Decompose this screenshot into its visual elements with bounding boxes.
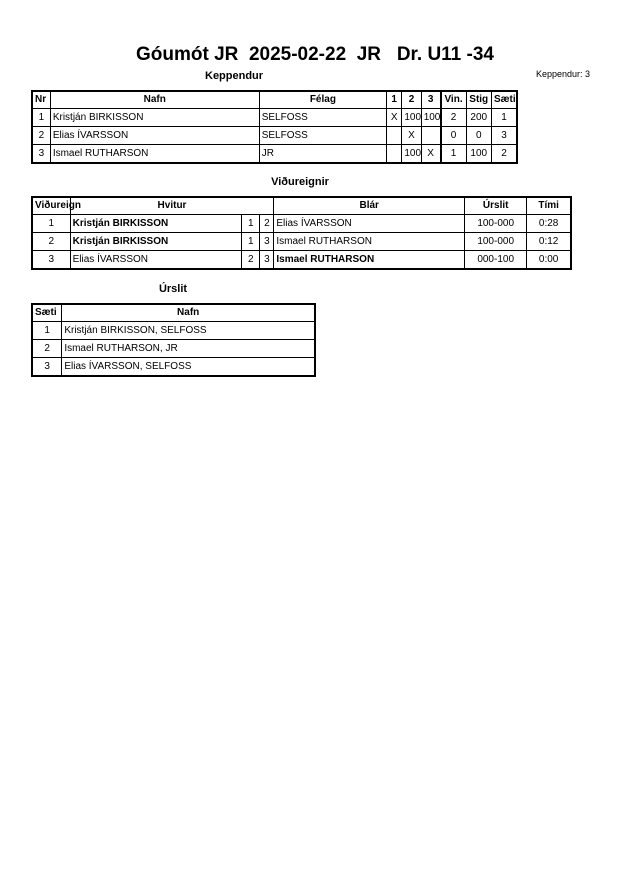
cell-blue-index: 2 xyxy=(260,215,274,233)
competitors-heading: Keppendur xyxy=(205,70,264,82)
cell-white-player: Kristján BIRKISSON xyxy=(70,215,242,233)
table-row xyxy=(32,233,571,251)
cell-result: 100-000 xyxy=(465,233,527,251)
results-heading: Úrslit xyxy=(158,283,188,295)
results-table xyxy=(31,303,316,377)
competitor-count: Keppendur: 3 xyxy=(536,69,591,79)
header-round-2: 2 xyxy=(402,91,421,109)
header-name: Nafn xyxy=(62,304,315,322)
header-nr: Nr xyxy=(32,91,50,109)
cell-nr: 1 xyxy=(32,109,50,127)
cell-name: Ismael RUTHARSON xyxy=(50,145,259,164)
header-match: Viðureign xyxy=(32,197,70,215)
cell-name: Ismael RUTHARSON, JR xyxy=(62,340,315,358)
cell-wins: 1 xyxy=(441,145,466,164)
cell-round-1: X xyxy=(387,109,402,127)
table-row xyxy=(32,109,517,127)
header-time: Tími xyxy=(527,197,571,215)
table-row xyxy=(32,127,517,145)
cell-match-no: 2 xyxy=(32,233,70,251)
cell-white-player: Kristján BIRKISSON xyxy=(70,233,242,251)
cell-white-player: Elias ÍVARSSON xyxy=(70,251,242,270)
header-name: Nafn xyxy=(50,91,259,109)
cell-name: Elias ÍVARSSON xyxy=(50,127,259,145)
header-wins: Vin. xyxy=(441,91,466,109)
cell-match-no: 3 xyxy=(32,251,70,270)
cell-round-3: X xyxy=(421,145,440,164)
header-place: Sæti xyxy=(491,91,517,109)
header-club: Félag xyxy=(259,91,386,109)
cell-name: Kristján BIRKISSON, SELFOSS xyxy=(62,322,315,340)
cell-round-3 xyxy=(421,127,440,145)
cell-name: Elias ÍVARSSON, SELFOSS xyxy=(62,358,315,377)
cell-points: 100 xyxy=(466,145,491,164)
cell-nr: 2 xyxy=(32,127,50,145)
cell-white-index: 1 xyxy=(242,233,260,251)
cell-white-index: 2 xyxy=(242,251,260,270)
cell-place: 3 xyxy=(491,127,517,145)
cell-time: 0:28 xyxy=(527,215,571,233)
header-result: Úrslit xyxy=(465,197,527,215)
cell-place: 1 xyxy=(491,109,517,127)
cell-name: Kristján BIRKISSON xyxy=(50,109,259,127)
cell-place: 2 xyxy=(491,145,517,164)
cell-time: 0:12 xyxy=(527,233,571,251)
cell-blue-player: Elias ÍVARSSON xyxy=(274,215,465,233)
cell-blue-player: Ismael RUTHARSON xyxy=(274,251,465,270)
competitors-table xyxy=(31,90,518,164)
header-place: Sæti xyxy=(32,304,62,322)
cell-white-index: 1 xyxy=(242,215,260,233)
cell-result: 000-100 xyxy=(465,251,527,270)
cell-club: SELFOSS xyxy=(259,127,386,145)
table-row xyxy=(32,251,571,270)
results-header-row xyxy=(32,304,315,322)
cell-points: 200 xyxy=(466,109,491,127)
header-round-3: 3 xyxy=(421,91,440,109)
cell-club: JR xyxy=(259,145,386,164)
cell-nr: 3 xyxy=(32,145,50,164)
header-white: Hvitur xyxy=(70,197,274,215)
cell-wins: 2 xyxy=(441,109,466,127)
cell-place: 1 xyxy=(32,322,62,340)
cell-round-1 xyxy=(387,127,402,145)
cell-time: 0:00 xyxy=(527,251,571,270)
cell-place: 2 xyxy=(32,340,62,358)
table-row xyxy=(32,358,315,377)
competitors-header-row xyxy=(32,91,517,109)
cell-place: 3 xyxy=(32,358,62,377)
cell-result: 100-000 xyxy=(465,215,527,233)
cell-round-2: 100 xyxy=(402,145,421,164)
header-round-1: 1 xyxy=(387,91,402,109)
cell-points: 0 xyxy=(466,127,491,145)
table-row xyxy=(32,215,571,233)
cell-round-1 xyxy=(387,145,402,164)
cell-round-2: 100 xyxy=(402,109,421,127)
matches-heading: Viðureignir xyxy=(271,176,329,188)
header-blue: Blár xyxy=(274,197,465,215)
cell-blue-player: Ismael RUTHARSON xyxy=(274,233,465,251)
cell-round-2: X xyxy=(402,127,421,145)
cell-round-3: 100 xyxy=(421,109,440,127)
table-row xyxy=(32,145,517,164)
cell-match-no: 1 xyxy=(32,215,70,233)
table-row xyxy=(32,340,315,358)
matches-table xyxy=(31,196,572,270)
cell-wins: 0 xyxy=(441,127,466,145)
page-title: Góumót JR 2025-02-22 JR Dr. U11 -34 xyxy=(136,44,494,65)
matches-header-row xyxy=(32,197,571,215)
table-row xyxy=(32,322,315,340)
cell-club: SELFOSS xyxy=(259,109,386,127)
cell-blue-index: 3 xyxy=(260,233,274,251)
cell-blue-index: 3 xyxy=(260,251,274,270)
header-points: Stig xyxy=(466,91,491,109)
